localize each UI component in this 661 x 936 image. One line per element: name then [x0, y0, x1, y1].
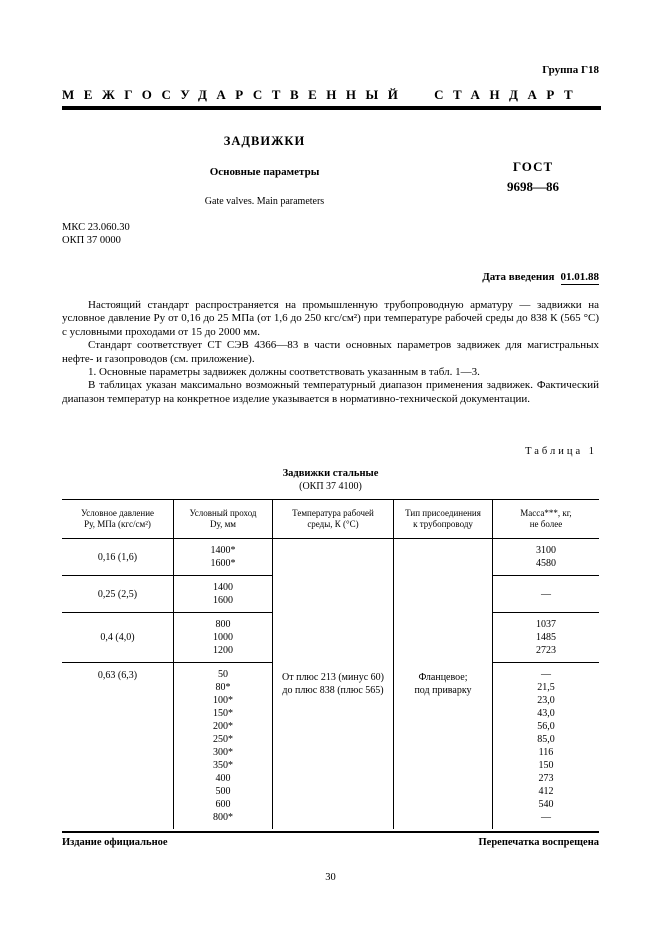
gost-number: 9698—86 [507, 179, 559, 194]
body-paragraphs [62, 299, 599, 406]
diameter-cell: 1400 1600 [174, 576, 273, 613]
table-title: Задвижки стальные [282, 468, 379, 479]
pressure-cell: 0,16 (1,6) [62, 539, 174, 576]
table-header-cell: Тип присоединения к трубопроводу [394, 500, 493, 538]
paragraph: Настоящий стандарт распространяется на промышленную трубопроводную арматуру — задвижки на условное давление Ру от 0,16 до 25 МПа (от 1,6 до 250 кгс/см²) при температуре рабочей среды до 838 К (565 °С) с условными проходами от 15 до 2000 мм. [62, 299, 599, 338]
mass-cell: — 21,5 23,0 43,0 56,0 85,0 116 150 273 412 540 — [537, 669, 555, 823]
paragraph: В таблицах указан максимально возможный температурный диапазон применения задвижек. Фактический диапазон температур на конкретное изделие указывается в нормативно-технической документации. [62, 379, 599, 405]
mks-code: МКС 23.060.30 [62, 222, 130, 233]
document-header-left [62, 130, 467, 207]
table-header-row [62, 500, 599, 539]
pressure-cell: 0,4 (4,0) [62, 613, 174, 663]
mass-cell: 3100 4580 [493, 539, 599, 576]
standard-type-title: МЕЖГОСУДАРСТВЕННЫЙ СТАНДАРТ [62, 87, 583, 102]
title-rule [62, 106, 601, 110]
diameter-cell: 1400* 1600* [174, 539, 273, 576]
gost-number-block [467, 130, 599, 207]
mass-cell: — [493, 576, 599, 613]
introduction-date-value: 01.01.88 [560, 271, 599, 283]
diameter-cell: 800 1000 1200 [174, 613, 273, 663]
document-title: ЗАДВИЖКИ [223, 134, 306, 148]
table-header-cell: Условное давление Ру, МПа (кгс/см²) [62, 500, 174, 538]
parameters-table [62, 499, 599, 829]
introduction-date-label: Дата введения [482, 271, 555, 283]
temperature-cell: От плюс 213 (минус 60) до плюс 838 (плюс 565) [273, 539, 394, 829]
gost-label: ГОСТ [512, 159, 554, 174]
table-body [62, 539, 599, 829]
document-header [62, 130, 599, 207]
footer-left-note: Издание официальное [62, 837, 168, 848]
table-header-cell: Температура рабочей среды, К (°С) [273, 500, 394, 538]
group-label: Группа Г18 [542, 64, 599, 76]
mass-cell: 1037 1485 2723 [493, 613, 599, 663]
classification-codes [62, 221, 130, 247]
table-label: Таблица 1 [525, 446, 597, 457]
diameter-cell: 50 80* 100* 150* 200* 250* 300* 350* 400 500 600 800* [174, 663, 273, 829]
paragraph: 1. Основные параметры задвижек должны соответствовать указанным в табл. 1—3. [88, 366, 480, 379]
connection-type-cell: Фланцевое; под приварку [394, 539, 493, 829]
page-number: 30 [325, 872, 336, 883]
document-subtitle: Основные параметры [209, 166, 320, 178]
pressure-cell: 0,25 (2,5) [62, 576, 174, 613]
footer-right-note: Перепечатка воспрещена [478, 837, 599, 848]
table-subtitle: (ОКП 37 4100) [299, 481, 362, 492]
table-header-cell: Условный проход Dу, мм [174, 500, 273, 538]
table-header-cell: Масса***, кг, не более [520, 508, 572, 529]
paragraph: Стандарт соответствует СТ СЭВ 4366—83 в части основных параметров задвижек для магистральных нефте- и газопроводов (см. приложение). [62, 339, 599, 365]
pressure-cell: 0,63 (6,3) [62, 663, 174, 829]
introduction-date [482, 271, 599, 283]
okp-code: ОКП 37 0000 [62, 235, 121, 246]
page-content [62, 0, 599, 936]
document-subtitle-english: Gate valves. Main parameters [204, 196, 325, 207]
page-footer [62, 831, 599, 848]
